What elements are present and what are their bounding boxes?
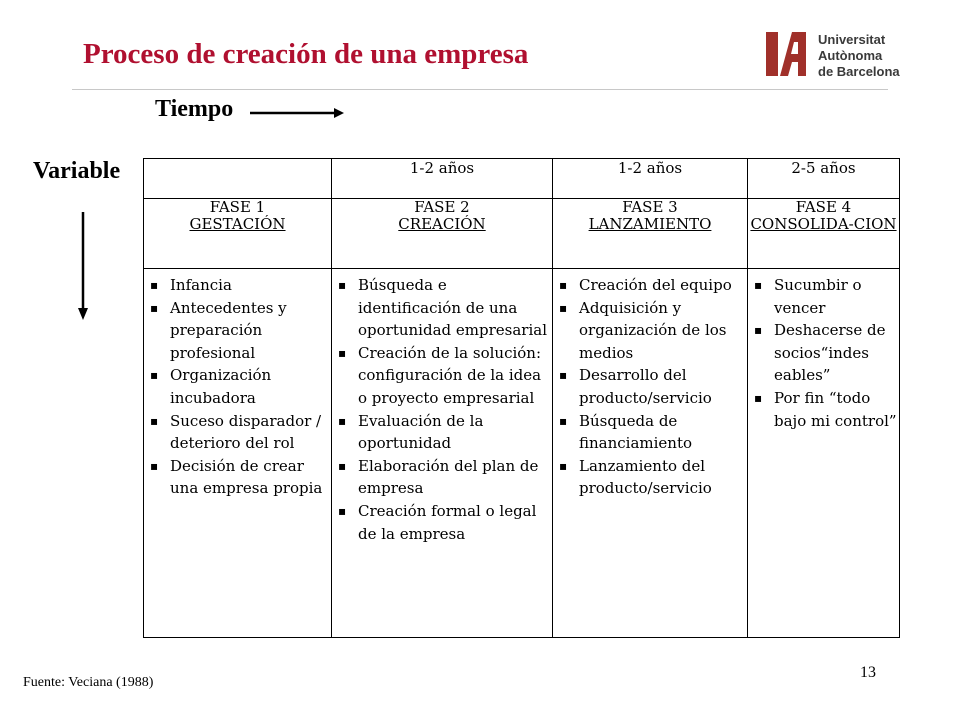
list-item [336, 500, 550, 545]
bullet-icon: ▪ [559, 458, 568, 473]
bullet-icon: ▪ [150, 368, 159, 383]
bullet-icon: ▪ [150, 278, 159, 292]
phase-name: FASE 4 [795, 198, 852, 216]
list-item [148, 364, 329, 409]
phase-2-list [332, 269, 552, 545]
bullet-icon: ▪ [338, 413, 347, 428]
bullet-icon: ▪ [754, 390, 763, 405]
list-item-text: Creación formal o legal de la empresa [358, 501, 537, 543]
phases-table [143, 158, 900, 638]
list-item [148, 410, 329, 455]
source-note: Fuente: Veciana (1988) [23, 675, 154, 690]
duration-cell: 1-2 años [332, 159, 553, 199]
phase-items-cell [553, 269, 748, 638]
phase-4-list [748, 269, 899, 432]
bullet-icon: ▪ [754, 323, 763, 338]
bullet-icon: ▪ [338, 503, 347, 518]
phase-name: FASE 3 [622, 198, 678, 216]
phase-header-cell [748, 199, 900, 269]
list-item-text: Por fin “todo bajo mi control” [774, 388, 897, 430]
phase-subtitle: LANZAMIENTO [588, 215, 712, 233]
list-item-text: Adquisición y organización de los medios [579, 298, 727, 362]
phase-header-row [144, 199, 900, 269]
list-item [148, 455, 329, 500]
phase-items-cell [748, 269, 900, 638]
arrow-right-icon [250, 106, 344, 120]
list-item [752, 274, 897, 319]
list-item-text: Sucumbir o vencer [774, 276, 862, 317]
list-item-text: Creación del equipo [579, 276, 732, 294]
list-item-text: Creación de la solución: configuración de la idea o proyecto empresarial [358, 343, 542, 407]
bullet-icon: ▪ [559, 300, 568, 315]
bullet-icon: ▪ [338, 278, 347, 292]
list-item-text: Organización incubadora [170, 366, 272, 407]
list-item-text: Suceso disparador / deterioro del rol [170, 411, 322, 453]
bullet-icon: ▪ [338, 458, 347, 473]
arrow-down-icon [76, 212, 90, 320]
list-item-text: Deshacerse de socios“indes eables” [774, 321, 886, 385]
phase-items-row [144, 269, 900, 638]
list-item [336, 410, 550, 455]
phase-items-cell [144, 269, 332, 638]
list-item [557, 297, 745, 365]
uab-logo-icon [766, 28, 812, 78]
phase-header-cell [553, 199, 748, 269]
phase-1-list [144, 269, 331, 500]
list-item [752, 319, 897, 387]
page-number: 13 [860, 664, 876, 681]
phase-name: FASE 2 [414, 198, 470, 216]
bullet-icon: ▪ [559, 278, 568, 292]
bullet-icon: ▪ [150, 413, 159, 428]
phase-subtitle: CONSOLIDA-CION [750, 215, 897, 233]
bullet-icon: ▪ [150, 300, 159, 315]
duration-cell: 2-5 años [748, 159, 900, 199]
list-item-text: Lanzamiento del producto/servicio [579, 456, 712, 498]
logo-line-2: Autònoma [818, 48, 883, 63]
duration-cell-empty [144, 159, 332, 199]
duration-row [144, 159, 900, 199]
phase-3-list [553, 269, 747, 500]
phase-subtitle: CREACIÓN [398, 215, 486, 233]
list-item [336, 342, 550, 410]
list-item-text: Búsqueda de financiamiento [579, 411, 693, 453]
phase-items-cell [332, 269, 553, 638]
logo-text [818, 32, 900, 80]
list-item [336, 274, 550, 342]
title-divider [72, 89, 888, 90]
variable-axis-label: Variable [33, 158, 121, 184]
list-item [557, 364, 745, 409]
duration-cell: 1-2 años [553, 159, 748, 199]
list-item-text: Evaluación de la oportunidad [358, 411, 484, 453]
bullet-icon: ▪ [559, 368, 568, 383]
bullet-icon: ▪ [150, 458, 159, 473]
list-item [148, 274, 329, 297]
phase-name: FASE 1 [209, 198, 266, 216]
phase-subtitle: GESTACIÓN [189, 215, 286, 233]
list-item [557, 274, 745, 297]
logo-line-3: de Barcelona [818, 64, 900, 79]
logo-line-1: Universitat [818, 32, 886, 47]
list-item [557, 455, 745, 500]
list-item-text: Antecedentes y preparación profesional [170, 298, 287, 362]
bullet-icon: ▪ [338, 345, 347, 360]
list-item [148, 297, 329, 365]
slide-title: Proceso de creación de una empresa [83, 38, 529, 70]
list-item [336, 455, 550, 500]
list-item-text: Decisión de crear una empresa propia [170, 456, 323, 498]
university-logo [766, 28, 906, 84]
phase-header-cell [144, 199, 332, 269]
list-item-text: Búsqueda e identificación de una oportunidad empresarial [358, 276, 547, 340]
list-item-text: Elaboración del plan de empresa [358, 456, 539, 498]
list-item [557, 410, 745, 455]
bullet-icon: ▪ [559, 413, 568, 428]
list-item [752, 387, 897, 432]
bullet-icon: ▪ [754, 278, 763, 292]
time-axis-label: Tiempo [155, 96, 234, 122]
list-item-text: Infancia [170, 276, 232, 294]
list-item-text: Desarrollo del producto/servicio [579, 366, 712, 407]
phase-header-cell [332, 199, 553, 269]
